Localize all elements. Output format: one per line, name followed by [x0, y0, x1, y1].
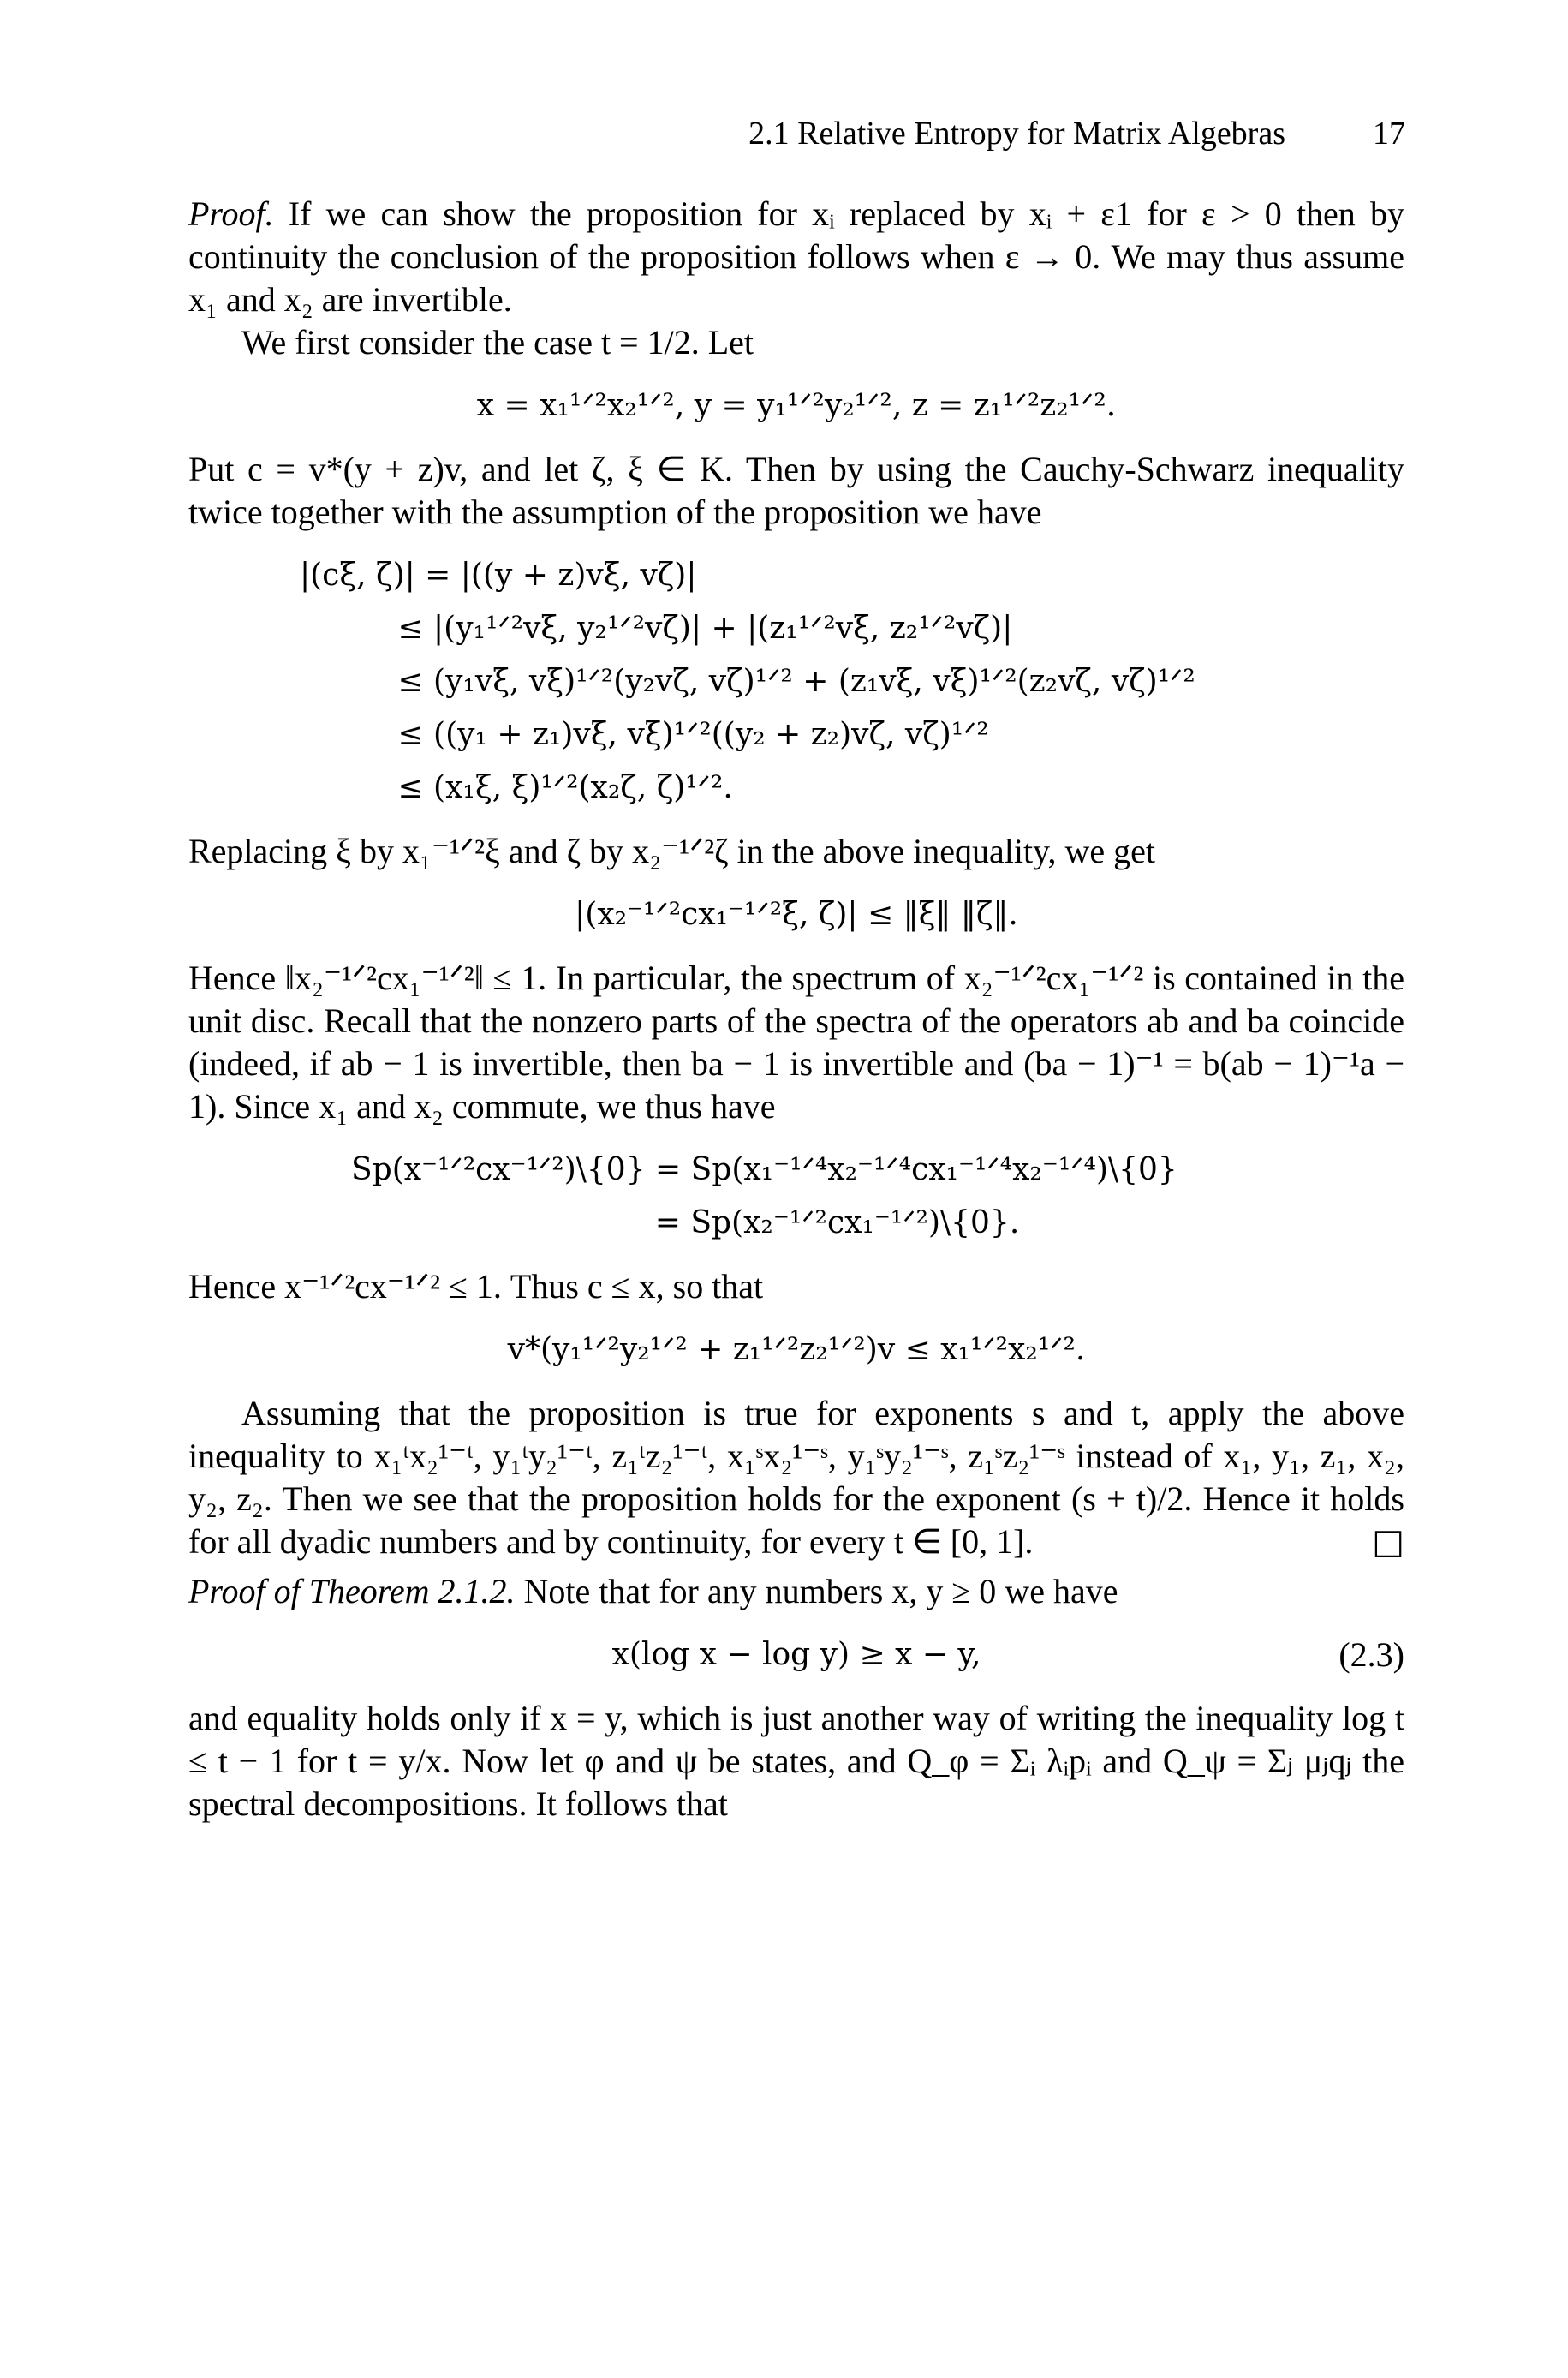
qed-symbol: □ — [1372, 1522, 1404, 1562]
final-paragraph: and equality holds only if x = y, which is just another way of writing the inequality log t ≤ t − 1 for t = y/x. Now let φ and ψ be states, and Q_φ = Σᵢ λᵢpᵢ and Q_ψ = Σⱼ μⱼqⱼ the spectral decompositions. It follows that — [188, 1699, 1404, 1823]
spectrum-equation — [188, 1144, 1404, 1250]
assuming-paragraph — [188, 1392, 1404, 1563]
spectrum-line: = Sp(x₂⁻¹ᐟ²cx₁⁻¹ᐟ²)\{0}. — [351, 1205, 1020, 1240]
log-inequality: x(log x − log y) ≥ x − y, — [611, 1637, 981, 1672]
proof-paragraph — [188, 193, 1404, 321]
chain-line: ≤ ((y₁ + z₁)vξ, vξ)¹ᐟ²((y₂ + z₂)vζ, vζ)¹ᐟ² — [300, 717, 989, 752]
proof-label: Proof. — [188, 194, 274, 233]
chain-line: ≤ |(y₁¹ᐟ²vξ, y₂¹ᐟ²vζ)| + |(z₁¹ᐟ²vξ, z₂¹ᐟ²vζ)| — [300, 611, 1013, 646]
spectrum-line: Sp(x⁻¹ᐟ²cx⁻¹ᐟ²)\{0} = Sp(x₁⁻¹ᐟ⁴x₂⁻¹ᐟ⁴cx₁⁻¹ᐟ⁴x₂⁻¹ᐟ⁴)\{0} — [351, 1152, 1177, 1187]
assuming-text: Assuming that the proposition is true for exponents s and t, apply the above inequality to x₁ᵗx₂¹⁻ᵗ, y₁ᵗy₂¹⁻ᵗ, z₁ᵗz₂¹⁻ᵗ, x₁ˢx₂¹⁻ˢ, y₁ˢy₂¹⁻ˢ, z₁ˢz₂¹⁻ˢ instead of x₁, y₁, z₁, x₂, y₂, z₂. Then we see that the proposition holds for the exponent (s + t)/2. Hence it holds for all dyadic numbers and by continuity, for every t ∈ [0, 1]. — [188, 1394, 1404, 1561]
chain-line: ≤ (y₁vξ, vξ)¹ᐟ²(y₂vζ, vζ)¹ᐟ² + (z₁vξ, vξ)¹ᐟ²(z₂vζ, vζ)¹ᐟ² — [300, 664, 1195, 699]
equation-number: (2.3) — [1338, 1635, 1404, 1674]
chain-line: |(cξ, ζ)| = |((y + z)vξ, vζ)| — [300, 558, 697, 593]
definitions-equation: x = x₁¹ᐟ²x₂¹ᐟ², y = y₁¹ᐟ²y₂¹ᐟ², z = z₁¹ᐟ²z₂¹ᐟ². — [476, 388, 1117, 423]
page-number: 17 — [1373, 116, 1405, 152]
running-header — [188, 115, 1405, 166]
norm-inequality: |(x₂⁻¹ᐟ²cx₁⁻¹ᐟ²ξ, ζ)| ≤ ‖ξ‖ ‖ζ‖. — [575, 897, 1018, 932]
case-paragraph: We first consider the case t = 1/2. Let — [241, 323, 754, 361]
thus-paragraph: Hence x⁻¹ᐟ²cx⁻¹ᐟ² ≤ 1. Thus c ≤ x, so that — [188, 1267, 764, 1306]
proof-text: If we can show the proposition for xᵢ replaced by xᵢ + ε1 for ε > 0 then by continuity the conclusion of the proposition follows when ε → 0. We may thus assume x₁ and x₂ are invertible. — [188, 194, 1404, 319]
inequality-chain — [188, 549, 1404, 815]
replacing-paragraph: Replacing ξ by x₁⁻¹ᐟ²ξ and ζ by x₂⁻¹ᐟ²ζ in the above inequality, we get — [188, 832, 1156, 870]
numbered-equation — [188, 1628, 1404, 1682]
theorem-proof-paragraph — [188, 1570, 1404, 1613]
hence-paragraph: Hence ‖x₂⁻¹ᐟ²cx₁⁻¹ᐟ²‖ ≤ 1. In particular, the spectrum of x₂⁻¹ᐟ²cx₁⁻¹ᐟ² is contained in the unit disc. Recall that the nonzero parts of the spectra of the operators ab and ba coincide (indeed, if ab − 1 is invertible, then ba − 1 is invertible and (ba − 1)⁻¹ = b(ab − 1)⁻¹a − 1). Since x₁ and x₂ commute, we thus have — [188, 959, 1404, 1126]
chain-line: ≤ (x₁ξ, ξ)¹ᐟ²(x₂ζ, ζ)¹ᐟ². — [300, 770, 733, 805]
page-body — [188, 193, 1404, 1825]
put-paragraph: Put c = v*(y + z)v, and let ζ, ξ ∈ K. Then by using the Cauchy-Schwarz inequality twice together with the assumption of the proposition we have — [188, 450, 1404, 531]
theorem-proof-label: Proof of Theorem 2.1.2. — [188, 1572, 516, 1610]
running-title: 2.1 Relative Entropy for Matrix Algebras — [748, 116, 1285, 152]
operator-inequality: v*(y₁¹ᐟ²y₂¹ᐟ² + z₁¹ᐟ²z₂¹ᐟ²)v ≤ x₁¹ᐟ²x₂¹ᐟ². — [507, 1332, 1086, 1367]
theorem-proof-text: Note that for any numbers x, y ≥ 0 we have — [515, 1572, 1118, 1610]
